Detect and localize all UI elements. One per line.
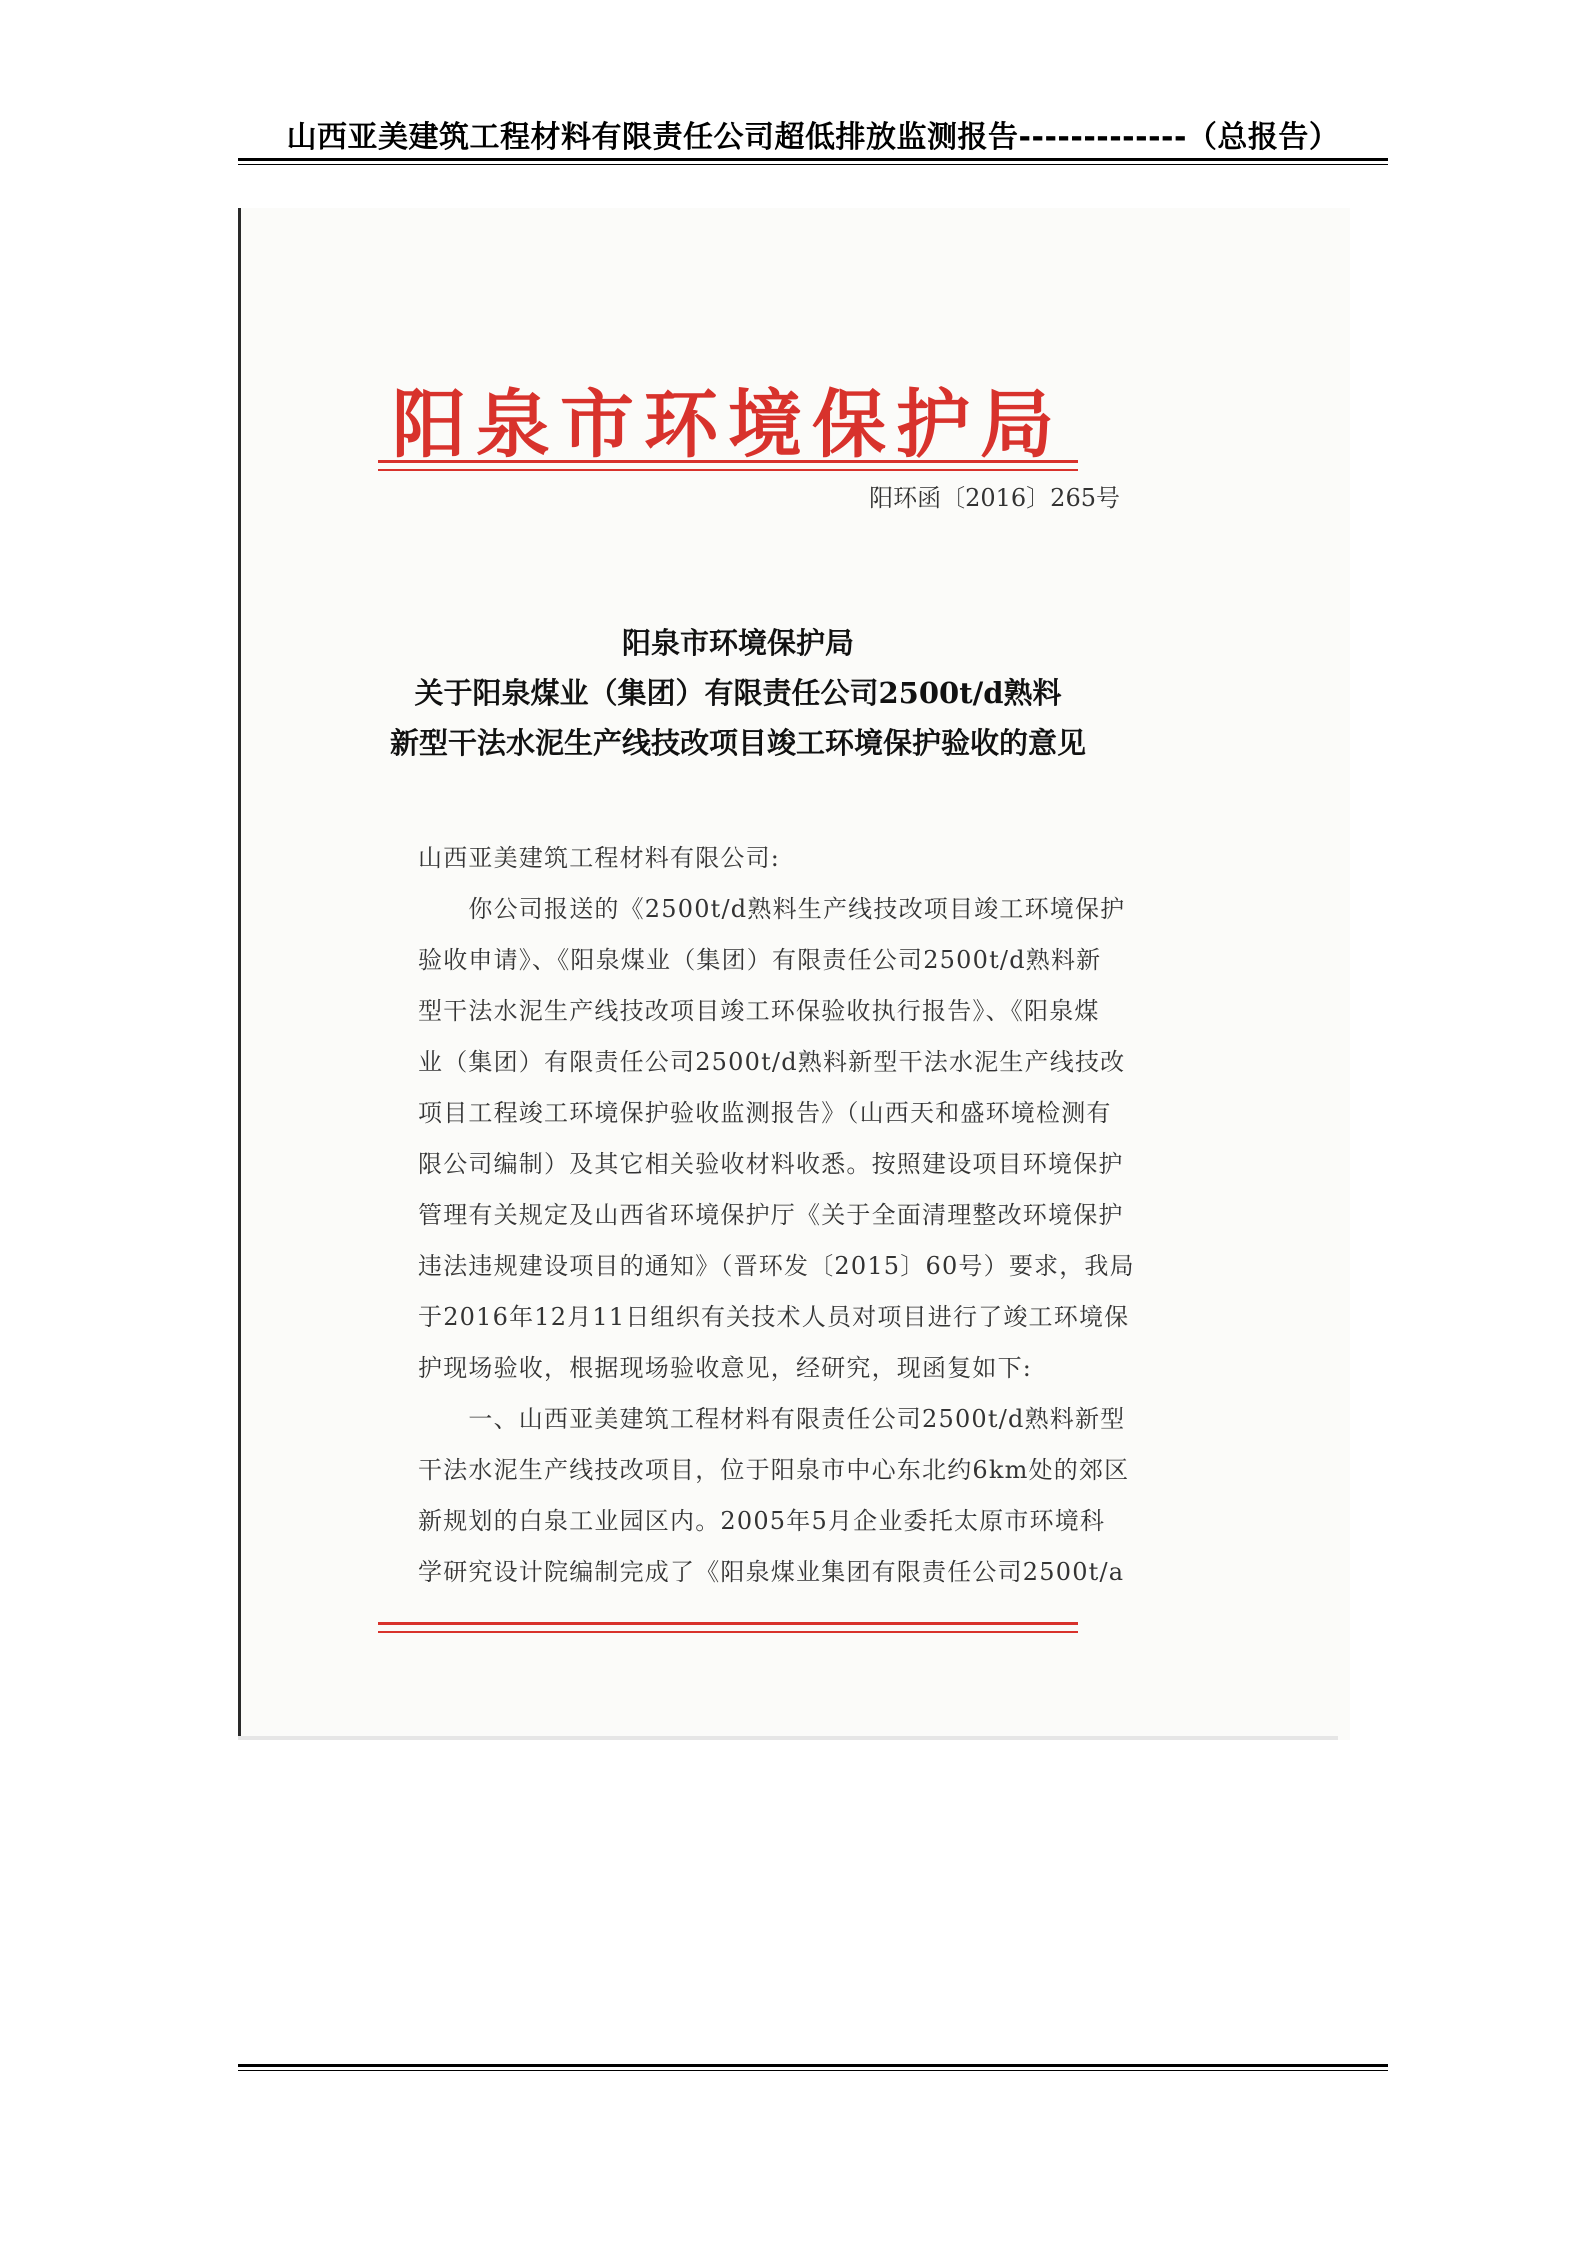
page-header: 山西亚美建筑工程材料有限责任公司超低排放监测报告-------------（总报告）	[286, 120, 1340, 155]
body-line: 于2016年12月11日组织有关技术人员对项目进行了竣工环境保	[418, 1303, 1130, 1331]
scan-edge-left	[238, 208, 241, 1740]
footer-rule	[238, 2064, 1388, 2071]
body-line: 型干法水泥生产线技改项目竣工环保验收执行报告》、《阳泉煤	[418, 997, 1100, 1025]
body-line: 你公司报送的《2500t/d熟料生产线技改项目竣工环境保护	[418, 895, 1126, 923]
letterhead-red-rule	[378, 460, 1078, 471]
letter-bottom-red-rule	[378, 1622, 1078, 1633]
body-line: 护现场验收，根据现场验收意见，经研究，现函复如下:	[418, 1354, 1033, 1382]
header-rule	[238, 158, 1388, 165]
body-line: 学研究设计院编制完成了《阳泉煤业集团有限责任公司2500t/a	[418, 1558, 1125, 1586]
body-line: 干法水泥生产线技改项目，位于阳泉市中心东北约6km处的郊区	[418, 1456, 1130, 1484]
body-line: 限公司编制）及其它相关验收材料收悉。按照建设项目环境保护	[418, 1150, 1124, 1178]
body-line: 山西亚美建筑工程材料有限公司:	[418, 844, 781, 872]
letter-title	[338, 618, 1138, 768]
letterhead-agency-title: 阳泉市环境保护局	[392, 382, 1064, 468]
body-line: 管理有关规定及山西省环境保护厅《关于全面清理整改环境保护	[418, 1201, 1124, 1229]
body-line: 验收申请》、《阳泉煤业（集团）有限责任公司2500t/d熟料新	[418, 946, 1102, 974]
letter-body	[418, 833, 1218, 1598]
title-line: 阳泉市环境保护局	[621, 626, 854, 660]
body-line: 业（集团）有限责任公司2500t/d熟料新型干法水泥生产线技改	[418, 1048, 1126, 1076]
document-number: 阳环函〔2016〕265号	[869, 484, 1120, 512]
scanned-letter	[238, 208, 1350, 1740]
title-line: 关于阳泉煤业（集团）有限责任公司2500t/d熟料	[414, 676, 1062, 710]
body-line: 一、山西亚美建筑工程材料有限责任公司2500t/d熟料新型	[418, 1405, 1126, 1433]
body-line: 新规划的白泉工业园区内。2005年5月企业委托太原市环境科	[418, 1507, 1106, 1535]
body-line: 项目工程竣工环境保护验收监测报告》（山西天和盛环境检测有	[418, 1099, 1112, 1127]
body-line: 违法违规建设项目的通知》（晋环发〔2015〕60号）要求，我局	[418, 1252, 1135, 1280]
scan-edge-bottom	[238, 1736, 1338, 1740]
title-line: 新型干法水泥生产线技改项目竣工环境保护验收的意见	[389, 726, 1086, 760]
